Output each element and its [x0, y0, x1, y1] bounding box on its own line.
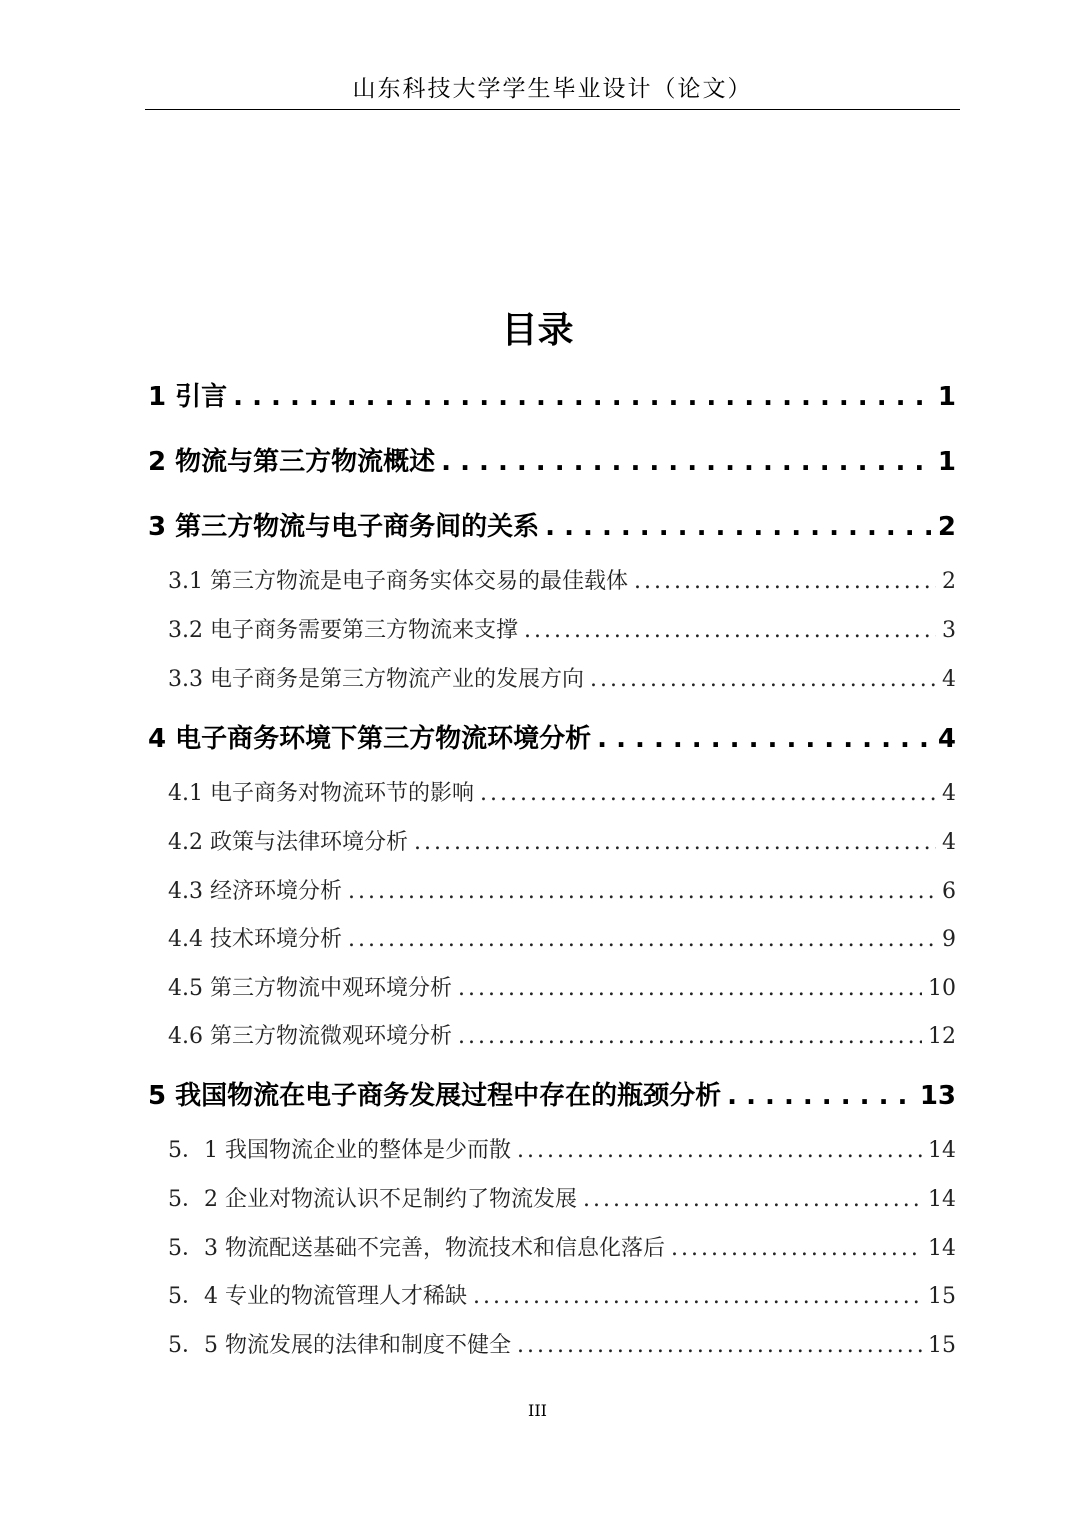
toc-entry-page: 14 — [928, 1138, 956, 1163]
header-rule — [145, 109, 960, 110]
toc-entry-page: 10 — [928, 976, 956, 1001]
toc-entry-text: 4.1 电子商务对物流环节的影响 — [168, 781, 474, 806]
toc-entry-page: 4 — [942, 667, 956, 692]
toc-entry-page: 14 — [928, 1236, 956, 1261]
toc-entry-text: 4.2 政策与法律环境分析 — [168, 830, 408, 855]
toc-entry[interactable] — [168, 662, 956, 693]
toc-entry[interactable] — [148, 1075, 956, 1112]
toc-entry-text: 4.3 经济环境分析 — [168, 879, 342, 904]
toc-entry-page: 1 — [937, 447, 956, 477]
dot-leader — [458, 1024, 922, 1049]
dot-leader — [727, 1081, 914, 1111]
toc-entry-page: 14 — [928, 1187, 956, 1212]
toc-entry[interactable] — [168, 1182, 956, 1213]
dot-leader — [348, 879, 936, 904]
dot-leader — [348, 927, 936, 952]
toc-entry-text: 5 我国物流在电子商务发展过程中存在的瓶颈分析 — [148, 1081, 722, 1111]
toc-entry[interactable] — [168, 874, 956, 905]
toc-entry[interactable] — [168, 825, 956, 856]
toc-entry-page: 9 — [942, 927, 956, 952]
toc-entry[interactable] — [168, 1231, 956, 1262]
toc-entry-page: 15 — [928, 1284, 956, 1309]
dot-leader — [517, 1333, 922, 1358]
dot-leader — [473, 1284, 922, 1309]
dot-leader — [590, 667, 936, 692]
toc-entry-text: 4.6 第三方物流微观环境分析 — [168, 1024, 452, 1049]
toc-entry-text: 3.1 第三方物流是电子商务实体交易的最佳载体 — [168, 569, 628, 594]
toc-entry[interactable] — [168, 971, 956, 1002]
toc-entry[interactable] — [168, 1328, 956, 1359]
toc-entry-text: 3.3 电子商务是第三方物流产业的发展方向 — [168, 667, 584, 692]
toc-entry[interactable] — [148, 506, 956, 543]
dot-leader — [671, 1236, 922, 1261]
toc-entry[interactable] — [168, 613, 956, 644]
dot-leader — [545, 512, 932, 542]
dot-leader — [524, 618, 936, 643]
toc-entry[interactable] — [168, 922, 956, 953]
toc-entry[interactable] — [168, 564, 956, 595]
toc-entry-page: 13 — [919, 1081, 956, 1111]
dot-leader — [458, 976, 922, 1001]
toc-entry-page: 2 — [937, 512, 956, 542]
toc-entry-page: 4 — [942, 830, 956, 855]
toc-entry[interactable] — [148, 718, 956, 755]
toc-entry[interactable] — [168, 776, 956, 807]
toc-entry-text: 5．1 我国物流企业的整体是少而散 — [168, 1138, 511, 1163]
toc-entry-page: 12 — [928, 1024, 956, 1049]
toc-entry[interactable] — [148, 376, 956, 413]
toc-entry-text: 5．2 企业对物流认识不足制约了物流发展 — [168, 1187, 577, 1212]
dot-leader — [414, 830, 936, 855]
toc-entry-page: 2 — [942, 569, 956, 594]
toc-entry-text: 5．4 专业的物流管理人才稀缺 — [168, 1284, 467, 1309]
page-number: III — [528, 1401, 547, 1420]
toc-entry-text: 2 物流与第三方物流概述 — [148, 447, 436, 477]
toc-entry-page: 15 — [928, 1333, 956, 1358]
toc-entry-text: 4.5 第三方物流中观环境分析 — [168, 976, 452, 1001]
toc-entry-page: 1 — [937, 382, 956, 412]
toc-entry-text: 4.4 技术环境分析 — [168, 927, 342, 952]
dot-leader — [441, 447, 932, 477]
toc-entry-text: 4 电子商务环境下第三方物流环境分析 — [148, 724, 592, 754]
dot-leader — [583, 1187, 922, 1212]
dot-leader — [597, 724, 932, 754]
toc-entry-text: 3.2 电子商务需要第三方物流来支撑 — [168, 618, 518, 643]
toc-entry[interactable] — [148, 441, 956, 478]
page-header: 山东科技大学学生毕业设计（论文） — [352, 76, 753, 102]
toc-entry-text: 5．3 物流配送基础不完善，物流技术和信息化落后 — [168, 1236, 665, 1261]
toc-entry-text: 1 引言 — [148, 382, 228, 412]
toc-entry[interactable] — [168, 1133, 956, 1164]
toc-entry-page: 4 — [942, 781, 956, 806]
dot-leader — [233, 382, 932, 412]
toc-entry-text: 3 第三方物流与电子商务间的关系 — [148, 512, 540, 542]
toc-entry-page: 4 — [937, 724, 956, 754]
toc-entry-page: 3 — [942, 618, 956, 643]
toc-title: 目录 — [501, 310, 574, 351]
dot-leader — [634, 569, 936, 594]
toc-entry[interactable] — [168, 1019, 956, 1050]
dot-leader — [480, 781, 936, 806]
toc-entry-page: 6 — [942, 879, 956, 904]
toc-entry[interactable] — [168, 1279, 956, 1310]
toc-entry-text: 5．5 物流发展的法律和制度不健全 — [168, 1333, 511, 1358]
dot-leader — [517, 1138, 922, 1163]
